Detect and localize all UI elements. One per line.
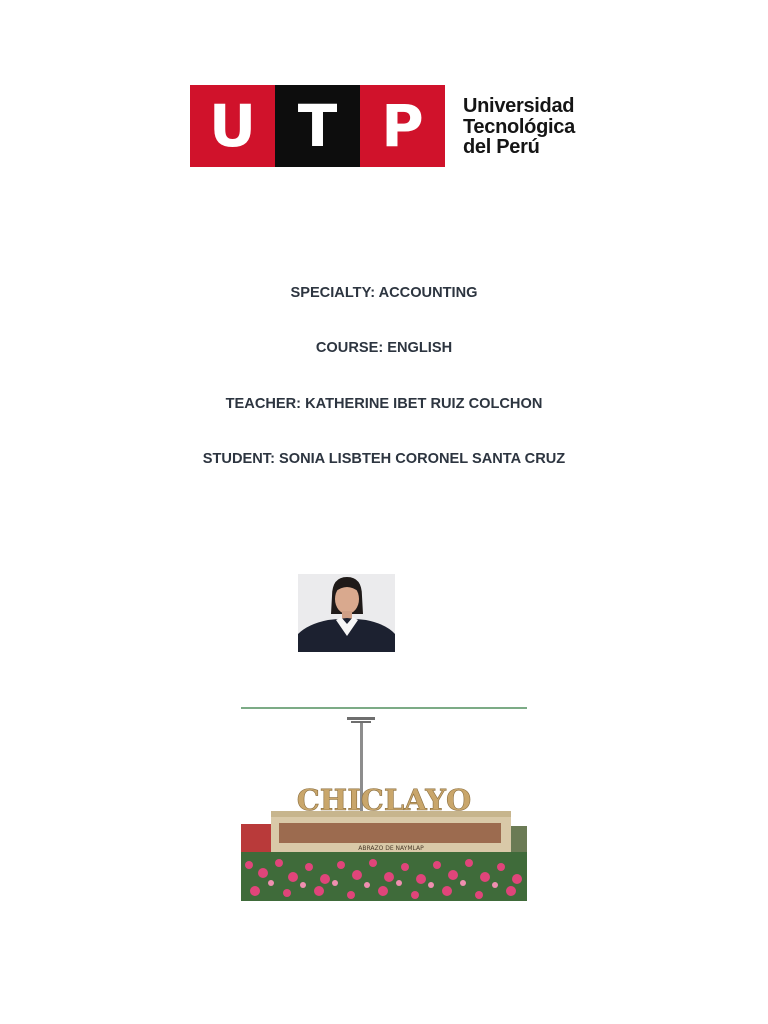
logo-letter-u: U <box>208 92 257 160</box>
logo-block-p <box>360 85 445 167</box>
logo-letter-p: P <box>381 92 424 160</box>
logo-wordmark <box>463 96 575 158</box>
city-sign-text: CHICLAYO <box>296 783 472 817</box>
logo-name-line2: Tecnológica <box>463 115 575 138</box>
logo-block-u <box>190 85 275 167</box>
logo-letter-t: T <box>297 92 338 160</box>
student-line: STUDENT: SONIA LISBTEH CORONEL SANTA CRUZ <box>202 451 566 467</box>
chiclayo-landmark-image <box>241 707 527 901</box>
student-photo <box>298 574 395 652</box>
logo-block-t <box>275 85 360 167</box>
chiclayo-photo <box>241 707 527 901</box>
logo-name-line3: del Perú <box>463 136 540 158</box>
course-line: COURSE: ENGLISH <box>315 340 453 356</box>
university-logo <box>190 85 580 167</box>
student-portrait-image <box>298 574 395 652</box>
city-sign-subtext: ABRAZO DE NAYMLAP <box>358 845 424 852</box>
logo-name-line1: Universidad <box>463 95 575 117</box>
teacher-line: TEACHER: KATHERINE IBET RUIZ COLCHON <box>225 396 543 412</box>
specialty-line: SPECIALTY: ACCOUNTING <box>290 285 478 301</box>
